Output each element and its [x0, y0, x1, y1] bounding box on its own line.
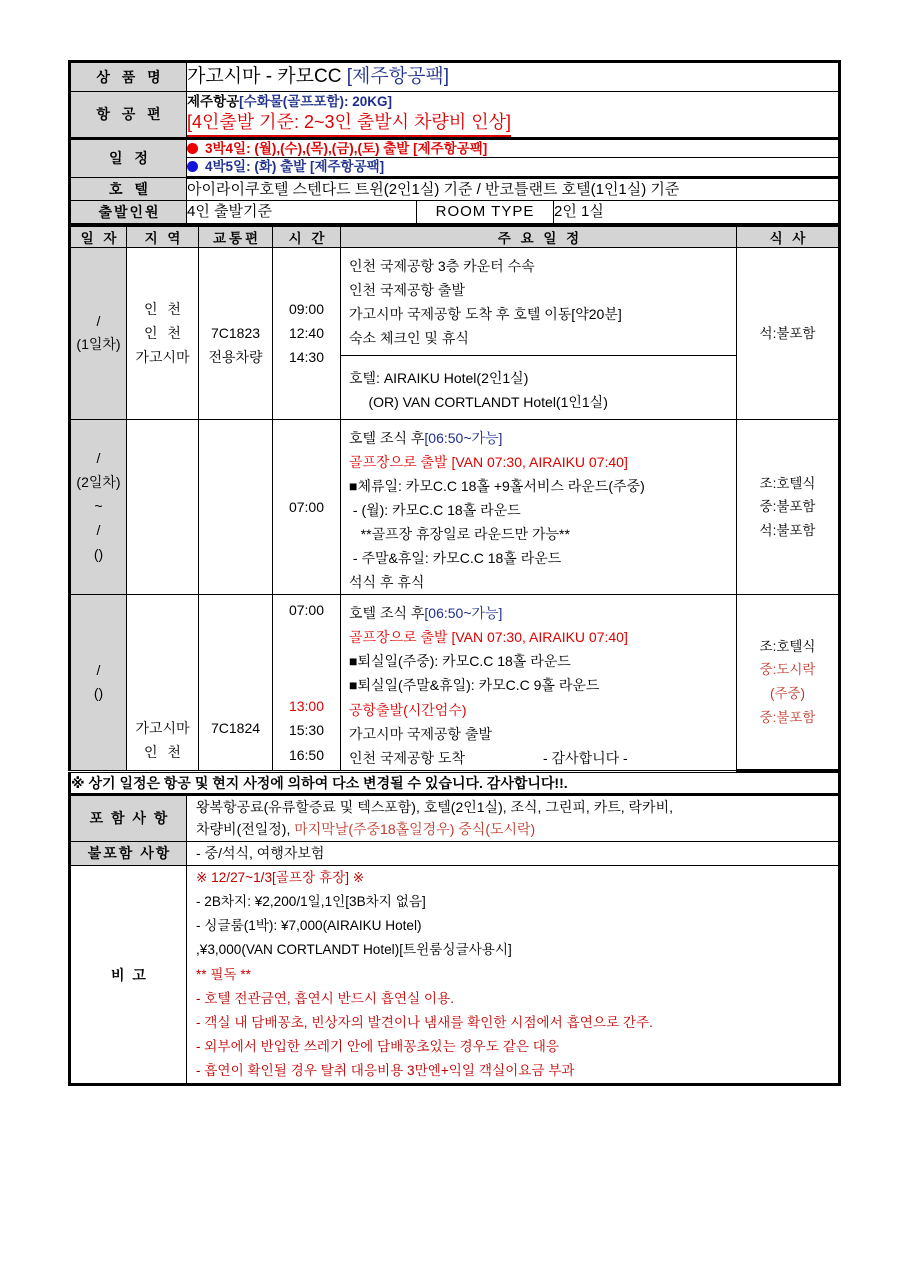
day1-meal — [737, 248, 840, 419]
remarks-line-8: - 흡연이 확인될 경우 탈취 대응비용 3만엔+익일 객실이요금 부과 — [196, 1063, 575, 1079]
day2-detail-3: - (월): 카모C.C 18홀 라운드 — [349, 501, 521, 518]
included-value — [187, 794, 840, 841]
day1-date-line-0: / — [96, 312, 101, 329]
day1-detail-2: 가고시마 국제공항 도착 후 호텔 이동[약20분] — [349, 306, 622, 323]
remarks-line-2: - 싱글룸(1박): ¥7,000(AIRAIKU Hotel) — [196, 918, 422, 934]
day2-detail-4: **골프장 휴장일로 라운드만 가능** — [349, 525, 570, 542]
day1-time — [273, 248, 341, 419]
day3-detail-0-navy: [06:50~가능] — [424, 605, 503, 622]
day2-detail — [341, 419, 737, 595]
included-line-2-black: 차량비(전일정), — [196, 821, 295, 838]
included-row — [70, 794, 840, 841]
day3-detail-6 — [341, 746, 736, 770]
day1-region-2: 가고시마 — [135, 349, 190, 366]
remarks-line-0: ※ 12/27~1/3[골프장 휴장] ※ — [196, 869, 365, 885]
schedule-row-1 — [70, 138, 840, 158]
header-meal: 식 사 — [737, 227, 840, 248]
product-row — [70, 62, 840, 92]
day3-region-1: 인 천 — [144, 743, 184, 760]
schedule-label: 일 정 — [70, 138, 187, 177]
day3-transport — [199, 595, 273, 771]
day1-time-2: 14:30 — [288, 349, 325, 366]
day3-meal — [737, 595, 840, 771]
header-region: 지 역 — [127, 227, 199, 248]
day2-meal-0: 조:호텔식 — [759, 475, 816, 491]
hotel-label: 호 텔 — [70, 177, 187, 201]
itinerary-row-day2 — [70, 419, 840, 595]
day3-meal-1: 중:도시락 — [759, 662, 816, 678]
remarks-line-3: ,¥3,000(VAN CORTLANDT Hotel)[트윈룸싱글사용시] — [196, 942, 512, 958]
day2-time — [273, 419, 341, 595]
day3-time-0: 07:00 — [288, 602, 325, 619]
day3-detail-1: 골프장으로 출발 [VAN 07:30, AIRAIKU 07:40] — [349, 629, 628, 646]
excluded-label: 불포함 사항 — [70, 842, 187, 866]
disclaimer-row — [70, 772, 840, 794]
day1-region — [127, 248, 199, 419]
day3-detail-2: ■퇴실일(주중): 카모C.C 18홀 라운드 — [349, 653, 571, 670]
day3-detail-0-black: 호텔 조식 후 — [349, 605, 425, 622]
day2-detail-0 — [341, 420, 736, 450]
pax-label: 출발인원 — [70, 201, 187, 225]
day3-region — [127, 595, 199, 771]
day3-detail-6-black: 인천 국제공항 도착 — [349, 749, 465, 766]
footer-table — [68, 772, 841, 1087]
room-type-value: 2인 1실 — [554, 201, 840, 225]
day3-detail-3: ■퇴실일(주말&휴일): 카모C.C 9홀 라운드 — [349, 677, 600, 694]
day3-time-3: 16:50 — [288, 746, 325, 763]
day2-detail-2: ■체류일: 카모C.C 18홀 +9홀서비스 라운드(주중) — [349, 477, 645, 494]
flight-baggage: [수화물(골프포함): 20KG] — [239, 93, 392, 109]
day1-detail-1: 인천 국제공항 출발 — [349, 282, 465, 299]
product-name: 가고시마 - 카모CC — [187, 66, 347, 87]
day2-transport — [199, 419, 273, 595]
day2-date-line-0: / — [96, 450, 101, 467]
remarks-line-1: - 2B차지: ¥2,200/1일,1인[3B차지 없음] — [196, 893, 426, 909]
day3-meal-0: 조:호텔식 — [759, 638, 816, 654]
day2-date-line-4: () — [93, 545, 104, 562]
day2-meal-2: 석:불포함 — [759, 522, 816, 538]
flight-row — [70, 91, 840, 138]
day2-date-line-3: / — [96, 521, 101, 538]
day1-time-1: 12:40 — [288, 325, 325, 342]
header-detail: 주 요 일 정 — [341, 227, 737, 248]
itinerary-table — [68, 226, 841, 772]
day2-detail-5: - 주말&휴일: 카모C.C 18홀 라운드 — [349, 550, 562, 567]
day2-region — [127, 419, 199, 595]
pax-value: 4인 출발기준 — [187, 201, 417, 225]
day3-detail — [341, 595, 737, 771]
day1-hotel-box — [341, 355, 736, 419]
remarks-line-7: - 외부에서 반입한 쓰레기 안에 담배꽁초있는 경우도 같은 대응 — [196, 1039, 560, 1055]
remarks-line-5: - 호텔 전관금연, 흡연시 반드시 흡연실 이용. — [196, 990, 454, 1006]
day3-time-1: 13:00 — [288, 698, 325, 715]
flight-notice-line — [187, 111, 838, 137]
day1-meal-0: 석:불포함 — [759, 325, 816, 341]
blue-bullet-icon — [187, 161, 198, 172]
day3-detail-5: 가고시마 국제공항 출발 — [349, 725, 493, 742]
day1-transport — [199, 248, 273, 419]
remarks-line-4: ** 필독 ** — [196, 966, 251, 982]
day2-meal-1: 중:불포함 — [759, 499, 816, 515]
day2-meal — [737, 419, 840, 595]
remarks-label: 비 고 — [70, 865, 187, 1085]
day1-hotel-0: 호텔: AIRAIKU Hotel(2인1실) — [349, 369, 529, 386]
itinerary-row-day3 — [70, 595, 840, 771]
day3-transport-0: 7C1824 — [210, 719, 261, 736]
excluded-value — [187, 842, 840, 866]
flight-value — [187, 91, 840, 138]
flight-carrier: 제주항공 — [187, 93, 240, 109]
remarks-line-6: - 객실 내 담배꽁초, 빈상자의 발견이나 냄새를 확인한 시점에서 흡연으로 간주. — [196, 1014, 653, 1030]
day3-detail-6-tail: - 감사합니다 - — [542, 749, 628, 766]
flight-notice: [4인출발 기준: 2~3인 출발시 차량비 인상] — [187, 111, 511, 137]
day3-meal-3: 중:불포함 — [759, 709, 816, 725]
day3-time — [273, 595, 341, 771]
day1-detail-3: 숙소 체크인 및 휴식 — [349, 330, 469, 347]
day1-transport-2: 전용차량 — [208, 349, 263, 366]
day2-detail-6: 석식 후 휴식 — [349, 574, 425, 591]
hotel-row — [70, 177, 840, 201]
remarks-value — [187, 865, 840, 1085]
excluded-line-1: - 중/석식, 여행자보험 — [196, 845, 325, 862]
disclaimer-text: ※ 상기 일정은 항공 및 현지 사정에 의하여 다소 변경될 수 있습니다. 감사합니다!!. — [70, 772, 840, 794]
included-line-2-red: 마지막날(주중18홀일경우) 중식(도시락) — [294, 821, 536, 838]
day3-date — [70, 595, 127, 771]
day1-region-0: 인 천 — [144, 301, 184, 318]
excluded-row — [70, 842, 840, 866]
room-type-label: ROOM TYPE — [417, 201, 554, 225]
day3-detail-4: 공항출발(시간엄수) — [349, 701, 467, 718]
day3-meal-2: (주중) — [769, 685, 806, 701]
product-label: 상 품 명 — [70, 62, 187, 92]
day3-time-2: 15:30 — [288, 722, 325, 739]
product-value — [187, 62, 840, 92]
day1-date-line-1: (1일차) — [76, 336, 121, 353]
day2-detail-1: 골프장으로 출발 [VAN 07:30, AIRAIKU 07:40] — [349, 453, 628, 470]
included-line-1: 왕복항공료(유류할증료 및 텍스포함), 호텔(2인1실), 조식, 그린피, 카트, 락카비, — [196, 798, 673, 815]
day2-time-0: 07:00 — [288, 498, 325, 515]
schedule-line-1 — [187, 138, 840, 158]
itinerary-header-row — [70, 227, 840, 248]
day2-date-line-1: (2일차) — [76, 474, 121, 491]
header-date: 일 자 — [70, 227, 127, 248]
day3-date-line-0: / — [96, 661, 101, 678]
header-info-table — [68, 60, 841, 226]
day1-time-0: 09:00 — [288, 301, 325, 318]
schedule-line-2 — [187, 158, 840, 178]
header-time: 시 간 — [273, 227, 341, 248]
flight-carrier-line — [187, 92, 838, 112]
flight-label: 항 공 편 — [70, 91, 187, 138]
day1-date — [70, 248, 127, 419]
itinerary-row-day1 — [70, 248, 840, 419]
day1-detail-0: 인천 국제공항 3층 카운터 수속 — [349, 258, 535, 275]
pax-row — [70, 201, 840, 225]
product-tag: [제주항공팩] — [346, 66, 450, 87]
day1-transport-1: 7C1823 — [210, 325, 261, 342]
schedule-line-1-text: 3박4일: (월),(수),(목),(금),(토) 출발 [제주항공팩] — [205, 140, 488, 156]
day2-detail-0-navy: [06:50~가능] — [424, 429, 503, 446]
day2-date-line-2: ~ — [94, 498, 103, 515]
remarks-row — [70, 865, 840, 1085]
day2-detail-0-black: 호텔 조식 후 — [349, 429, 425, 446]
day3-date-line-1: () — [93, 685, 104, 702]
day1-detail — [341, 248, 737, 419]
red-bullet-icon — [187, 143, 198, 154]
included-label: 포 함 사 항 — [70, 794, 187, 841]
included-line-2 — [187, 818, 838, 841]
hotel-value: 아이라이쿠호텔 스텐다드 트윈(2인1실) 기준 / 반코틀랜트 호텔(1인1실) 기준 — [187, 177, 840, 201]
day2-date — [70, 419, 127, 595]
schedule-line-2-text: 4박5일: (화) 출발 [제주항공팩] — [205, 159, 385, 175]
day3-detail-0 — [341, 595, 736, 625]
header-transport: 교통편 — [199, 227, 273, 248]
day3-region-0: 가고시마 — [135, 719, 190, 736]
day1-region-1: 인 천 — [144, 325, 184, 342]
day1-hotel-1: (OR) VAN CORTLANDT Hotel(1인1실) — [349, 393, 608, 410]
